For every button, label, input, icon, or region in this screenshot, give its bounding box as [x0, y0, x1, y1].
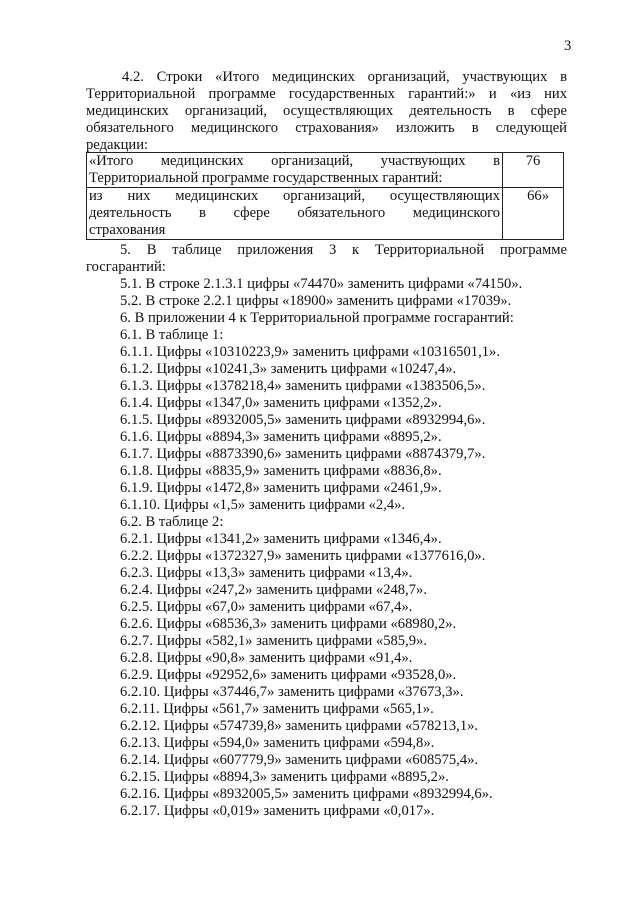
table-row [87, 188, 564, 240]
list-item: 6.2.2. Цифры «1372327,9» заменить цифрами «1377616,0». [120, 548, 486, 564]
list-item: 6.1.1. Цифры «10310223,9» заменить цифрами «10316501,1». [120, 344, 500, 360]
table-cell-text [87, 153, 503, 188]
list-item: 6.2.12. Цифры «574739,8» заменить цифрами «578213,1». [120, 718, 479, 734]
list-item: 6.1.8. Цифры «8835,9» заменить цифрами «8836,8». [120, 463, 442, 479]
list-item: 6.2.4. Цифры «247,2» заменить цифрами «248,7». [120, 582, 427, 598]
list-item: 6.2.10. Цифры «37446,7» заменить цифрами «37673,3». [120, 684, 464, 700]
list-item: 6.2.7. Цифры «582,1» заменить цифрами «585,9». [120, 633, 427, 649]
paragraph-line: редакции: [86, 137, 149, 153]
page-number: 3 [564, 38, 572, 54]
list-item: 6.2.13. Цифры «594,0» заменить цифрами «594,8». [120, 735, 435, 751]
amendment-list [86, 242, 567, 820]
list-item: 6.2.8. Цифры «90,8» заменить цифрами «91,4». [120, 650, 413, 666]
cell-line: из них медицинских организаций, осуществляющих [89, 188, 500, 204]
table-cell-text [87, 188, 503, 240]
paragraph-line: 4.2. Строки «Итого медицинских организаций, участвующих в [122, 69, 567, 85]
table-cell-value: 66» [503, 188, 564, 240]
paragraph-line: госгарантий: [86, 259, 166, 275]
list-item: 6.1.10. Цифры «1,5» заменить цифрами «2,4». [120, 497, 406, 513]
list-item: 6.1. В таблице 1: [120, 327, 224, 343]
list-item: 6. В приложении 4 к Территориальной программе госгарантий: [120, 310, 514, 326]
list-item: 6.2.5. Цифры «67,0» заменить цифрами «67,4». [120, 599, 413, 615]
list-item: 6.2.15. Цифры «8894,3» заменить цифрами «8895,2». [120, 769, 449, 785]
list-item: 6.1.7. Цифры «8873390,6» заменить цифрами «8874379,7». [120, 446, 486, 462]
list-item: 6.2.9. Цифры «92952,6» заменить цифрами «93528,0». [120, 667, 457, 683]
list-item: 6.2.11. Цифры «561,7» заменить цифрами «565,1». [120, 701, 434, 717]
list-item: 6.2.3. Цифры «13,3» заменить цифрами «13,4». [120, 565, 413, 581]
list-item: 6.1.2. Цифры «10241,3» заменить цифрами «10247,4». [120, 361, 457, 377]
list-item: 6.2.6. Цифры «68536,3» заменить цифрами «68980,2». [120, 616, 457, 632]
table-row [87, 153, 564, 188]
table-cell-value: 76 [503, 153, 564, 188]
list-item: 6.1.6. Цифры «8894,3» заменить цифрами «8895,2». [120, 429, 442, 445]
paragraph-line: обязательного медицинского страхования» изложить в следующей [86, 120, 567, 136]
list-item: 6.1.5. Цифры «8932005,5» заменить цифрами «8932994,6». [120, 412, 486, 428]
list-item: 6.1.9. Цифры «1472,8» заменить цифрами «2461,9». [120, 480, 442, 496]
list-item: 5.1. В строке 2.1.3.1 цифры «74470» заменить цифрами «74150». [120, 276, 523, 292]
paragraph-line: Территориальной программе государственных гарантий:» и «из них [86, 86, 567, 102]
list-item: 5.2. В строке 2.2.1 цифры «18900» заменить цифрами «17039». [120, 293, 512, 309]
list-item: 6.2.1. Цифры «1341,2» заменить цифрами «1346,4». [120, 531, 442, 547]
list-item: 6.1.3. Цифры «1378218,4» заменить цифрами «1383506,5». [120, 378, 486, 394]
intro-paragraph [86, 69, 567, 154]
paragraph-line: медицинских организаций, осуществляющих деятельность в сфере [86, 103, 567, 119]
list-item: 6.2. В таблице 2: [120, 514, 224, 530]
paragraph-line: 5. В таблице приложения 3 к Территориальной программе [120, 242, 567, 258]
cell-line: «Итого медицинских организаций, участвующих в [89, 153, 500, 169]
cell-line: страхования [89, 222, 166, 238]
list-item: 6.2.14. Цифры «607779,9» заменить цифрами «608575,4». [120, 752, 479, 768]
list-item: 6.1.4. Цифры «1347,0» заменить цифрами «1352,2». [120, 395, 442, 411]
list-item: 6.2.16. Цифры «8932005,5» заменить цифрами «8932994,6». [120, 786, 493, 802]
cell-line: Территориальной программе государственных гарантий: [89, 170, 443, 186]
list-item: 6.2.17. Цифры «0,019» заменить цифрами «0,017». [120, 803, 435, 819]
replacement-table [86, 152, 564, 240]
cell-line: деятельность в сфере обязательного медицинского [89, 205, 500, 221]
